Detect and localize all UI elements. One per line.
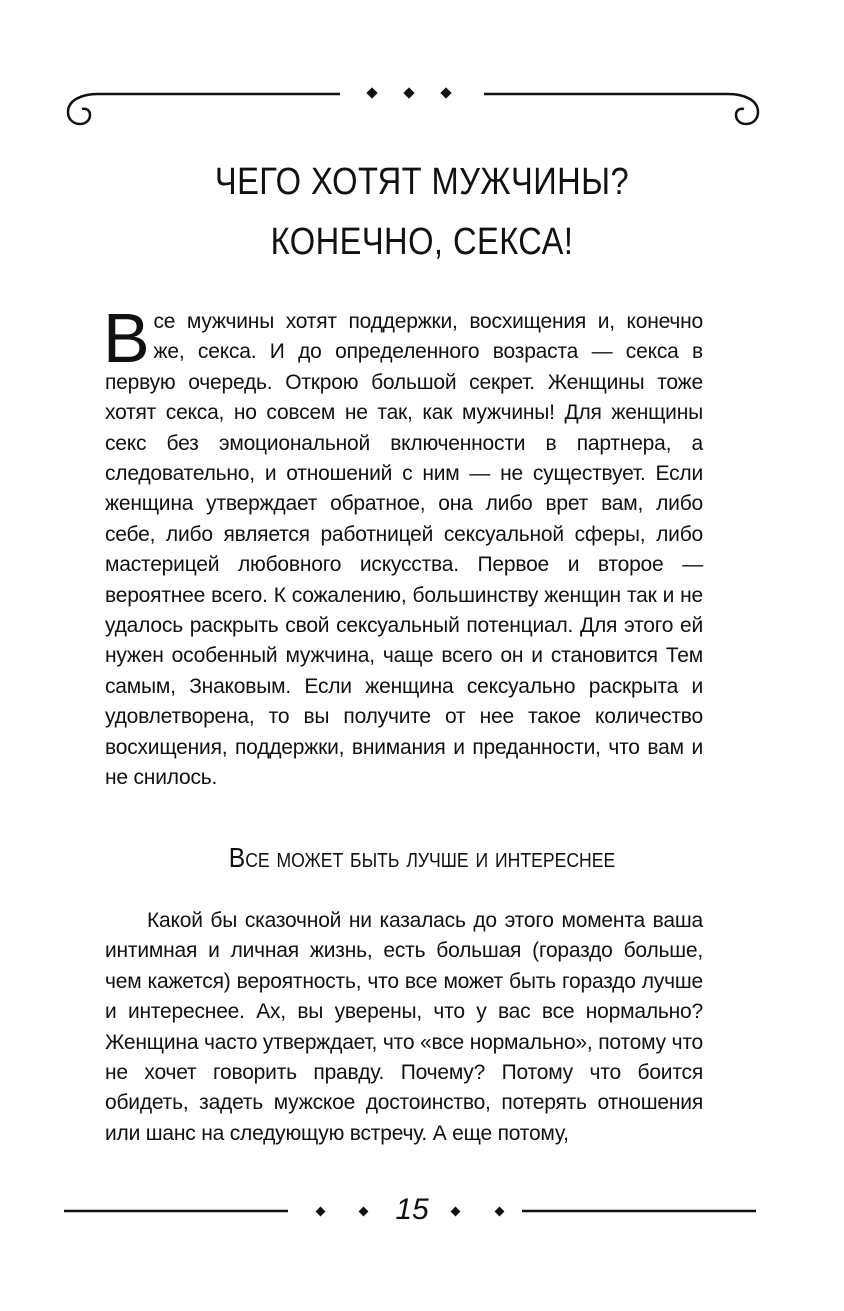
chapter-title-line-2: КОНЕЧНО, СЕКСА! xyxy=(270,221,574,263)
chapter-title-line-1: ЧЕГО ХОТЯТ МУЖЧИНЫ? xyxy=(214,161,630,203)
paragraph-1-text: се мужчины хотят поддержки, восхищения и, конечно же, секса. И до определенного возраста — секса в первую очередь. Открою большой секрет. Женщины тоже хотят секса, но совсем не так, как мужчины! Для женщины секс без эмоциональной включенности в партнера, а следовательно, и отношений с ним — не существует. Если женщина утверждает обратное, она либо врет вам, либо себе, либо является работницей сексуальной сферы, либо мастерицей любовного искусства. Первое и второе — вероятнее всего. К сожалению, большинству женщин так и не удалось раскрыть свой сексуальный потенциал. Для этого ей нужен особенный мужчина, чаще всего он и становится Тем самым, Знаковым. Если женщина сексуально раскрыта и удовлетворена, то вы получите от нее такое количество восхищения, поддержки, внимания и преданности, что вам и не снилось. xyxy=(105,310,703,790)
paragraph-1 xyxy=(103,299,703,794)
drop-cap: В xyxy=(103,299,150,377)
page-number: 15 xyxy=(395,1193,429,1226)
top-ornament xyxy=(0,60,844,140)
paragraph-2: Какой бы сказочной ни казалась до этого момента ваша интимная и личная жизнь, есть большая (гораздо больше, чем кажется) вероятность, что все может быть гораздо лучше и интереснее. Ах, вы уверены, что у вас все нормально? Женщина часто утверждает, что «все нормально», потому что не хочет говорить правду. Почему? Потому что боится обидеть, задеть мужское достоинство, потерять отношения или шанс на следующую встречу. А еще потому, xyxy=(105,909,703,1145)
section-heading: Все может быть лучше и интереснее xyxy=(228,842,616,873)
